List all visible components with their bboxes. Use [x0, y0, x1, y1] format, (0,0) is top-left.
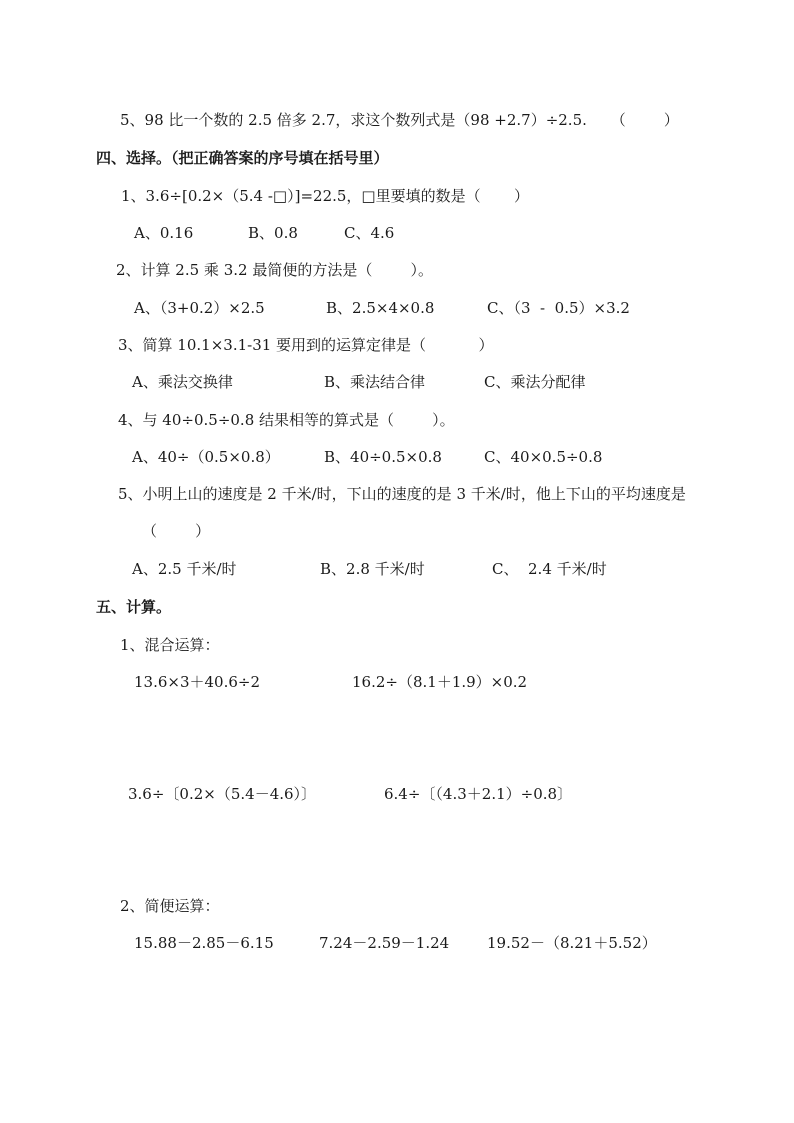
- option-4-2-b: B、2.5×4×0.8: [326, 299, 435, 317]
- calc-5-1-c: 3.6÷〔0.2×（5.4－4.6）〕: [128, 785, 317, 803]
- section-5-title: 五、计算。: [96, 598, 172, 616]
- calc-5-1-d: 6.4÷〔（4.3＋2.1）÷0.8〕: [384, 785, 573, 803]
- question-4-4: 4、与 40÷0.5÷0.8 结果相等的算式是（ ）。: [118, 411, 455, 429]
- option-4-1-c: C、4.6: [344, 224, 395, 242]
- part-5-1-label: 1、混合运算：: [120, 636, 220, 654]
- question-4-1: 1、3.6÷[0.2×（5.4 -□）]=22.5，□里要填的数是（ ）: [121, 187, 529, 205]
- option-4-2-c: C、（3 - 0.5）×3.2: [487, 299, 630, 317]
- option-4-3-a: A、乘法交换律: [132, 373, 233, 391]
- calc-5-2-a: 15.88－2.85－6.15: [134, 934, 274, 952]
- option-4-1-a: A、0.16: [134, 224, 194, 242]
- section-4-title: 四、选择。（把正确答案的序号填在括号里）: [96, 149, 389, 167]
- option-4-4-a: A、40÷（0.5×0.8）: [132, 448, 280, 466]
- calc-5-2-c: 19.52－（8.21＋5.52）: [487, 934, 657, 952]
- option-4-3-b: B、乘法结合律: [324, 373, 426, 391]
- option-4-2-a: A、（3+0.2）×2.5: [134, 299, 265, 317]
- question-4-2: 2、计算 2.5 乘 3.2 最简便的方法是（ ）。: [116, 261, 433, 279]
- option-4-4-b: B、40÷0.5×0.8: [324, 448, 442, 466]
- question-4-5: 5、小明上山的速度是 2 千米/时，下山的速度的是 3 千米/时，他上下山的平均速度是: [118, 485, 686, 503]
- question-4-5-blank: （ ）: [142, 522, 211, 540]
- question-3-5: 5、98 比一个数的 2.5 倍多 2.7，求这个数列式是（98 +2.7）÷2.5. （ ）: [120, 111, 679, 129]
- option-4-5-a: A、2.5 千米/时: [132, 560, 237, 578]
- calc-5-1-a: 13.6×3＋40.6÷2: [134, 673, 261, 691]
- option-4-4-c: C、40×0.5÷0.8: [484, 448, 603, 466]
- option-4-3-c: C、乘法分配律: [484, 373, 586, 391]
- part-5-2-label: 2、简便运算：: [120, 897, 220, 915]
- question-4-3: 3、简算 10.1×3.1-31 要用到的运算定律是（ ）: [118, 336, 494, 354]
- option-4-1-b: B、0.8: [248, 224, 298, 242]
- calc-5-1-b: 16.2÷（8.1＋1.9）×0.2: [352, 673, 528, 691]
- calc-5-2-b: 7.24－2.59－1.24: [319, 934, 450, 952]
- option-4-5-c: C、 2.4 千米/时: [492, 560, 607, 578]
- option-4-5-b: B、2.8 千米/时: [320, 560, 425, 578]
